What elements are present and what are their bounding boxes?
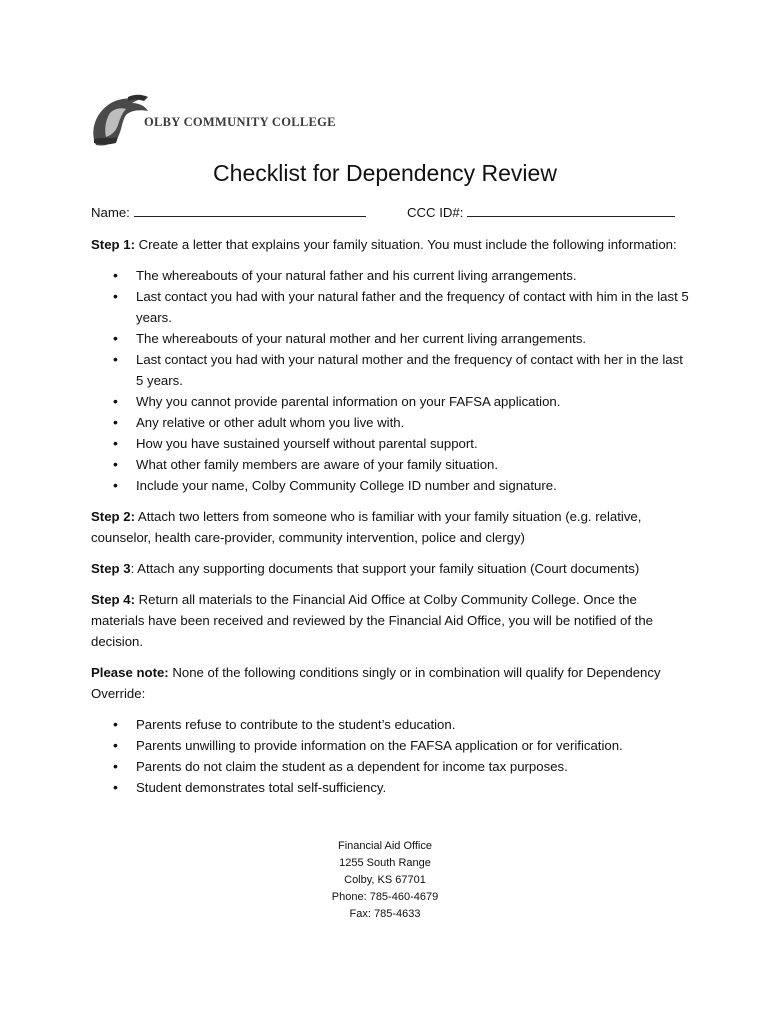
page-title: Checklist for Dependency Review: [213, 160, 557, 186]
step-3-text: : Attach any supporting documents that support your family situation (Court documents): [130, 561, 640, 576]
list-item: • Last contact you had with your natural father and the frequency of contact with him in the last 5 years.: [91, 286, 691, 328]
footer-city: Colby, KS 67701: [344, 874, 426, 886]
step-3: [91, 558, 691, 579]
step-2-text: Attach two letters from someone who is familiar with your family situation (e.g. relative, counselor, health care-provider, community intervention, police and clergy): [91, 509, 642, 545]
step-3-label: Step 3: [91, 561, 131, 576]
step-1: [91, 234, 691, 255]
step-1-text: Create a letter that explains your family situation. You must include the following information:: [134, 237, 677, 252]
list-item: • Student demonstrates total self-sufficiency.: [91, 777, 691, 798]
please-note: [91, 662, 691, 704]
step-2-label: Step 2:: [91, 509, 135, 524]
step-1-label: Step 1:: [91, 237, 135, 252]
ccc-id-field[interactable]: [407, 204, 675, 220]
list-item: • Last contact you had with your natural mother and the frequency of contact with her in the last 5 years.: [91, 349, 691, 391]
document-body: [91, 234, 691, 808]
name-label: Name:: [91, 205, 130, 220]
please-note-text: None of the following conditions singly or in combination will qualify for Dependency Override:: [91, 665, 661, 701]
ccc-id-line[interactable]: [467, 204, 675, 217]
footer-office: Financial Aid Office: [338, 840, 432, 852]
note-list: [91, 714, 691, 798]
step-4-text: Return all materials to the Financial Aid Office at Colby Community College. Once the materials have been received and reviewed by the Financial Aid Office, you will be notified of the decision.: [91, 592, 654, 649]
step-1-list: [91, 265, 691, 496]
list-item: • How you have sustained yourself without parental support.: [91, 433, 691, 454]
footer-phone: Phone: 785-460-4679: [331, 891, 439, 903]
list-item: • The whereabouts of your natural father and his current living arrangements.: [91, 265, 691, 286]
step-4: [91, 589, 691, 652]
list-item: • What other family members are aware of your family situation.: [91, 454, 691, 475]
footer-fax: Fax: 785-4633: [349, 908, 421, 920]
name-line[interactable]: [134, 204, 366, 217]
please-note-label: Please note:: [91, 665, 169, 680]
college-logo: [88, 93, 336, 149]
ccc-id-label: CCC ID#:: [407, 205, 464, 220]
step-2: [91, 506, 691, 548]
list-item: • The whereabouts of your natural mother and her current living arrangements.: [91, 328, 691, 349]
footer-street: 1255 South Range: [339, 857, 431, 869]
list-item: • Parents unwilling to provide information on the FAFSA application or for verification.: [91, 735, 691, 756]
list-item: • Any relative or other adult whom you live with.: [91, 412, 691, 433]
list-item: • Parents refuse to contribute to the student’s education.: [91, 714, 691, 735]
list-item: • Parents do not claim the student as a dependent for income tax purposes.: [91, 756, 691, 777]
name-field[interactable]: [91, 204, 366, 220]
step-4-label: Step 4:: [91, 592, 135, 607]
list-item: • Why you cannot provide parental information on your FAFSA application.: [91, 391, 691, 412]
trojan-helmet-icon: [88, 93, 150, 149]
list-item: • Include your name, Colby Community College ID number and signature.: [91, 475, 691, 496]
logo-text: OLBY COMMUNITY COLLEGE: [144, 114, 336, 129]
contact-footer: [0, 838, 770, 923]
